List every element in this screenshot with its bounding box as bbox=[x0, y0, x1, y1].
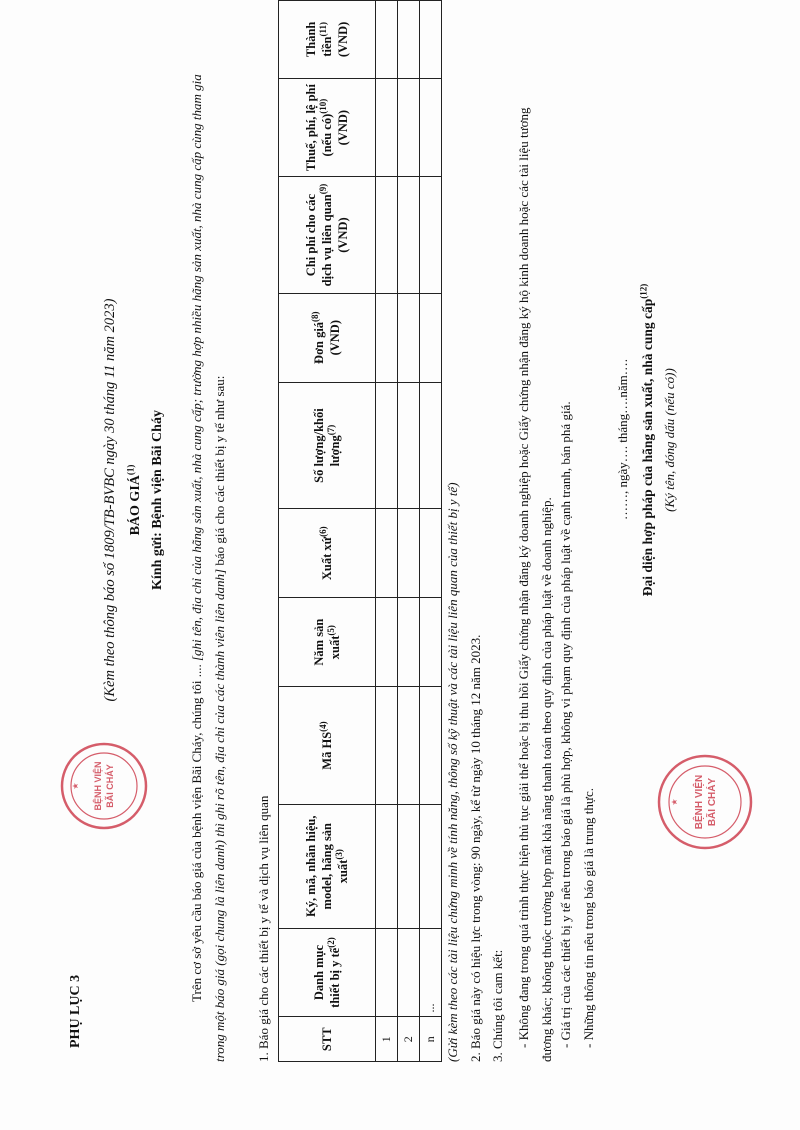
col-hs-label: Mã HS bbox=[320, 731, 334, 770]
signature-note: (Ký tên, đóng dấu (nếu có)) bbox=[662, 368, 677, 512]
col-price-sup: (8) bbox=[309, 311, 320, 322]
col-model-sup: (3) bbox=[333, 849, 344, 860]
col-header-total bbox=[279, 1, 376, 79]
hospital-seal-stamp bbox=[58, 740, 150, 832]
col-services-sup: (9) bbox=[317, 183, 328, 195]
col-total-sup: (11) bbox=[317, 22, 328, 37]
intro-part-1: Trên cơ sở yêu cầu báo giá của bệnh viện Bãi Cháy, chúng tôi .... bbox=[189, 661, 204, 1002]
representative-footnote: (12) bbox=[638, 283, 649, 299]
title-footnote: (1) bbox=[125, 464, 136, 476]
cell bbox=[420, 177, 442, 293]
col-header-services bbox=[279, 177, 376, 293]
attachment-note: (Kèm theo thông báo số 1809/TB-BVBC ngày 30 tháng 11 năm 2023) bbox=[102, 298, 118, 702]
svg-text:BỆNH VIỆN: BỆNH VIỆN bbox=[93, 761, 103, 811]
cell bbox=[376, 382, 398, 509]
representative-text: Đại diện hợp pháp của hãng sản xuất, nhà cung cấp bbox=[640, 298, 655, 597]
signature-seal-stamp bbox=[655, 752, 755, 852]
col-tax-label: Thuế, phí, lệ phí (nếu có) bbox=[304, 84, 334, 172]
table-row bbox=[420, 1, 442, 1062]
cell bbox=[420, 1, 442, 79]
cell bbox=[398, 598, 420, 687]
cell bbox=[420, 804, 442, 928]
cell bbox=[420, 293, 442, 382]
cell bbox=[398, 1, 420, 79]
svg-text:BÃI CHÁY: BÃI CHÁY bbox=[707, 777, 718, 827]
col-header-quantity bbox=[279, 382, 376, 509]
seal-icon bbox=[58, 740, 150, 832]
cell bbox=[420, 78, 442, 177]
commitment-heading: 3. Chúng tôi cam kết: bbox=[490, 949, 505, 1062]
attachment-instruction: (Gửi kèm theo các tài liệu chứng minh về tính năng, thông số kỹ thuật và các tài liệu liên quan của thiết bị y tế) bbox=[445, 482, 460, 1062]
cell bbox=[398, 804, 420, 928]
col-total-unit: (VND) bbox=[336, 21, 350, 58]
intro-part-3: báo giá cho các thiết bị y tế như sau: bbox=[212, 375, 227, 569]
table-header-row bbox=[279, 1, 376, 1062]
cell bbox=[376, 293, 398, 382]
commitment-item-2: - Giá trị của các thiết bị y tế nêu trong báo giá là phù hợp, không vi phạm quy định của pháp luật về cạnh tranh, bán phá giá. bbox=[558, 401, 573, 1048]
cell bbox=[376, 687, 398, 805]
col-year-label: Năm sản xuất bbox=[312, 618, 342, 666]
cell bbox=[420, 598, 442, 687]
col-header-hs bbox=[279, 687, 376, 805]
table-row bbox=[376, 1, 398, 1062]
col-quantity-label: Số lượng/khối lượng bbox=[312, 408, 342, 483]
quotation-table bbox=[278, 0, 442, 1062]
col-origin-label: Xuất xứ bbox=[320, 536, 334, 581]
cell bbox=[398, 293, 420, 382]
col-item-label: Danh mục thiết bị y tế bbox=[312, 944, 342, 1008]
seal-icon bbox=[655, 752, 755, 852]
svg-text:★: ★ bbox=[670, 798, 679, 806]
cell bbox=[376, 177, 398, 293]
cell bbox=[398, 177, 420, 293]
cell bbox=[420, 687, 442, 805]
col-price-unit: (VND) bbox=[328, 319, 342, 356]
representative-title bbox=[640, 230, 656, 650]
validity-line: 2. Báo giá này có hiệu lực trong vòng: 90 ngày, kể từ ngày 10 tháng 12 năm 2023. bbox=[468, 634, 483, 1062]
cell-item: ... bbox=[420, 928, 442, 1017]
cell bbox=[398, 509, 420, 598]
col-item-sup: (2) bbox=[325, 937, 336, 948]
col-header-origin bbox=[279, 509, 376, 598]
recipient-line: Kính gửi: Bệnh viện Bãi Cháy bbox=[150, 410, 165, 590]
commitment-item-1: - Không đang trong quá trình thực hiện thủ tục giải thể hoặc bị thu hồi Giấy chứng nhận đăng ký doanh nghiệp hoặc Giấy chứng nhận đăng ký hộ kinh doanh hoặc các tài liệu tương đương khác; không thuộc trường hợp mất khả năng thanh toán theo quy định của pháp luật về doanh nghiệp. bbox=[516, 107, 554, 1062]
date-line: ……, ngày…. tháng….năm…. bbox=[615, 358, 630, 520]
commitment-item-3: - Những thông tin nêu trong báo giá là trung thực. bbox=[581, 788, 596, 1048]
col-header-stt bbox=[279, 1017, 376, 1062]
col-services-label: Chi phí cho các dịch vụ liên quan bbox=[304, 193, 334, 287]
col-origin-sup: (6) bbox=[317, 526, 328, 537]
col-tax-unit: (VND) bbox=[336, 109, 350, 146]
cell bbox=[420, 509, 442, 598]
cell bbox=[420, 382, 442, 509]
col-total-label: Thành tiền bbox=[304, 21, 334, 58]
svg-text:BỆNH VIỆN: BỆNH VIỆN bbox=[694, 774, 705, 830]
col-services-unit: (VND) bbox=[336, 217, 350, 253]
appendix-label: PHỤ LỤC 3 bbox=[68, 974, 83, 1048]
cell bbox=[376, 598, 398, 687]
cell bbox=[398, 687, 420, 805]
cell-stt: n bbox=[420, 1017, 442, 1062]
col-quantity-sup: (7) bbox=[325, 424, 336, 436]
col-model-label: Ký, mã, nhãn hiệu, model, hãng sản xuất bbox=[304, 815, 350, 917]
cell-stt: 2 bbox=[398, 1017, 420, 1062]
section-1-heading: 1. Báo giá cho các thiết bị y tế và dịch vụ liên quan bbox=[256, 795, 271, 1062]
col-stt-label: STT bbox=[320, 1027, 334, 1052]
col-year-sup: (5) bbox=[325, 625, 336, 636]
cell bbox=[376, 1, 398, 79]
col-header-price bbox=[279, 293, 376, 382]
col-header-year bbox=[279, 598, 376, 687]
col-header-tax bbox=[279, 78, 376, 177]
col-price-label: Đơn giá bbox=[312, 321, 326, 364]
intro-part-2: [ghi tên, địa chỉ của hãng sản xuất, nhà cung cấp; trường hợp nhiều hãng sản xuất, nhà cung cấp cùng tham gia trong một báo giá (gọi chung là liên danh) thì ghi rõ tên, địa chỉ của các thành viên liên danh] bbox=[189, 74, 227, 1062]
col-header-item bbox=[279, 928, 376, 1017]
cell-item bbox=[398, 928, 420, 1017]
cell bbox=[398, 78, 420, 177]
title-text: BÁO GIÁ bbox=[128, 475, 143, 536]
cell bbox=[376, 509, 398, 598]
col-tax-sup: (10) bbox=[317, 98, 328, 114]
cell-item bbox=[376, 928, 398, 1017]
cell bbox=[376, 804, 398, 928]
cell-stt: 1 bbox=[376, 1017, 398, 1062]
table-row bbox=[398, 1, 420, 1062]
col-header-model bbox=[279, 804, 376, 928]
document-title bbox=[125, 200, 144, 800]
cell bbox=[376, 78, 398, 177]
svg-text:BÃI CHÁY: BÃI CHÁY bbox=[105, 764, 115, 808]
cell bbox=[398, 382, 420, 509]
intro-paragraph bbox=[185, 72, 231, 1062]
col-hs-sup: (4) bbox=[317, 721, 328, 732]
svg-text:★: ★ bbox=[71, 782, 80, 790]
